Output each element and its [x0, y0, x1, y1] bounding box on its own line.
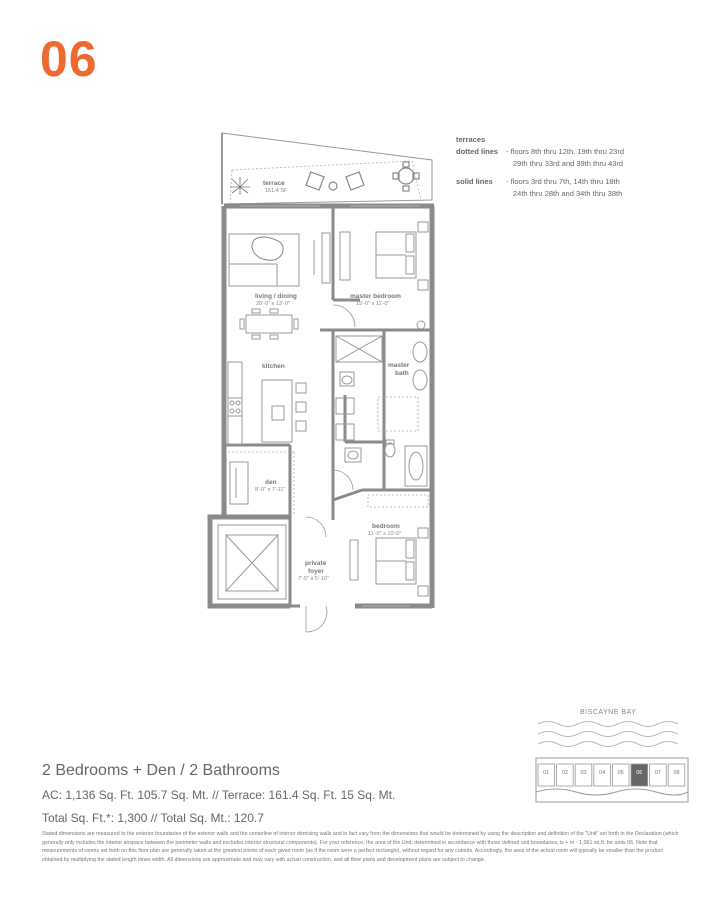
key-unit-label-07: 07 [654, 770, 661, 776]
terrace-plant [230, 177, 250, 195]
kitchen-counters [228, 362, 306, 444]
terrace-dotted-line [230, 161, 421, 204]
dining-table [240, 309, 298, 339]
terrace-label: terrace [263, 180, 285, 187]
dotted-lines-floors-2: 29th thru 33rd and 39th thru 43rd [513, 159, 624, 168]
solid-lines-floors-1: - floors 3rd thru 7th, 14th thru 18th [506, 177, 620, 186]
master-bath-label-2: bath [395, 370, 409, 377]
second-bath-fixtures [345, 440, 427, 486]
unit-number: 06 [40, 31, 98, 87]
master-bedroom-label: master bedroom [350, 293, 401, 300]
elevator-core [218, 525, 286, 599]
biscayne-bay-label: BISCAYNE BAY [580, 709, 637, 716]
door-swings [306, 305, 355, 632]
terraces-legend [456, 134, 624, 200]
area-line-1: AC: 1,136 Sq. Ft. 105.7 Sq. Mt. // Terrace: 161.4 Sq. Ft. 15 Sq. Mt. [42, 788, 396, 802]
bedroom-dim: 11'-0" x 10'-0" [368, 531, 402, 537]
key-unit-label-02: 02 [561, 770, 568, 776]
key-unit-label-05: 05 [617, 770, 624, 776]
den-dim: 8'-0" x 7'-11" [255, 487, 286, 493]
building-outline [536, 758, 688, 802]
dotted-lines-floors-1: - floors 8th thru 12th, 19th thru 23rd [506, 147, 624, 156]
den-label: den [265, 479, 277, 486]
dotted-lines-key: dotted lines [456, 147, 499, 156]
key-unit-label-08: 08 [673, 770, 680, 776]
sofa [229, 234, 299, 286]
bedroom-label: bedroom [372, 523, 400, 530]
master-closet [340, 232, 350, 280]
area-line-2: Total Sq. Ft.*: 1,300 // Total Sq. Mt.: 120.7 [42, 811, 264, 825]
key-plan-units [538, 764, 685, 786]
master-bedroom-dim: 15'-0" x 11'-0" [356, 301, 390, 307]
terraces-heading: terraces [456, 135, 486, 144]
unit-summary [42, 762, 395, 834]
kitchen-label: kitchen [262, 363, 285, 370]
disclaimer-text: Stated dimensions are measured to the exterior boundaries of the exterior walls and the centerline of interior demising walls and in fact vary from the dimensions that would be determined by using the description and definition of the "Unit" set forth in the Declaration (which generally only includes the interior airspace between the perimeter walls and excludes interior structural components). For your reference, the area of the Unit, determined in accordance with those defined unit boundaries, is + or - 1,061 sq.ft. for units 06. Note that measurements of rooms set forth on this floor plan are generally taken at the greatest points of each given room (as if the room were a perfect rectangle), without regard for any cutouts. Accordingly, the area of the actual room will typically be smaller than the product obtained by multiplying the stated length times width. All dimensions are approximate and may vary with actual construction, and all floor plans and development plans are subject to change. [42, 831, 679, 863]
key-unit-label-04: 04 [599, 770, 606, 776]
key-plan [530, 700, 700, 810]
tv-console [314, 233, 330, 283]
master-bath-fixtures [336, 321, 427, 440]
solid-lines-key: solid lines [456, 177, 493, 186]
unit-type: 2 Bedrooms + Den / 2 Bathrooms [42, 762, 280, 779]
master-bed [376, 222, 428, 290]
foyer-label-1: private [305, 560, 327, 567]
den-dashed-boundary [228, 452, 294, 515]
interior-walls [224, 206, 432, 606]
living-dim: 20'-0" x 13'-0" [256, 301, 290, 307]
terrace-dim: 161.4 SF [265, 188, 288, 194]
terrace-outline [222, 133, 432, 204]
terrace-chairs [306, 172, 364, 190]
den-furniture [230, 462, 248, 504]
key-unit-label-01: 01 [543, 770, 550, 776]
bedroom-closet-dashed [368, 495, 428, 507]
solid-lines-floors-2: 24th thru 28th and 34th thru 38th [513, 189, 623, 198]
living-label: living / dining [255, 293, 297, 300]
bedroom-bed [350, 528, 428, 596]
master-bath-label-1: master [388, 362, 410, 369]
foyer-label-2: foyer [308, 568, 324, 575]
key-unit-label-06: 06 [636, 770, 643, 776]
key-unit-label-03: 03 [580, 770, 587, 776]
water-waves [538, 722, 678, 747]
foyer-dim: 7'-5" x 5'-10" [298, 576, 329, 582]
terrace-table [393, 162, 419, 191]
